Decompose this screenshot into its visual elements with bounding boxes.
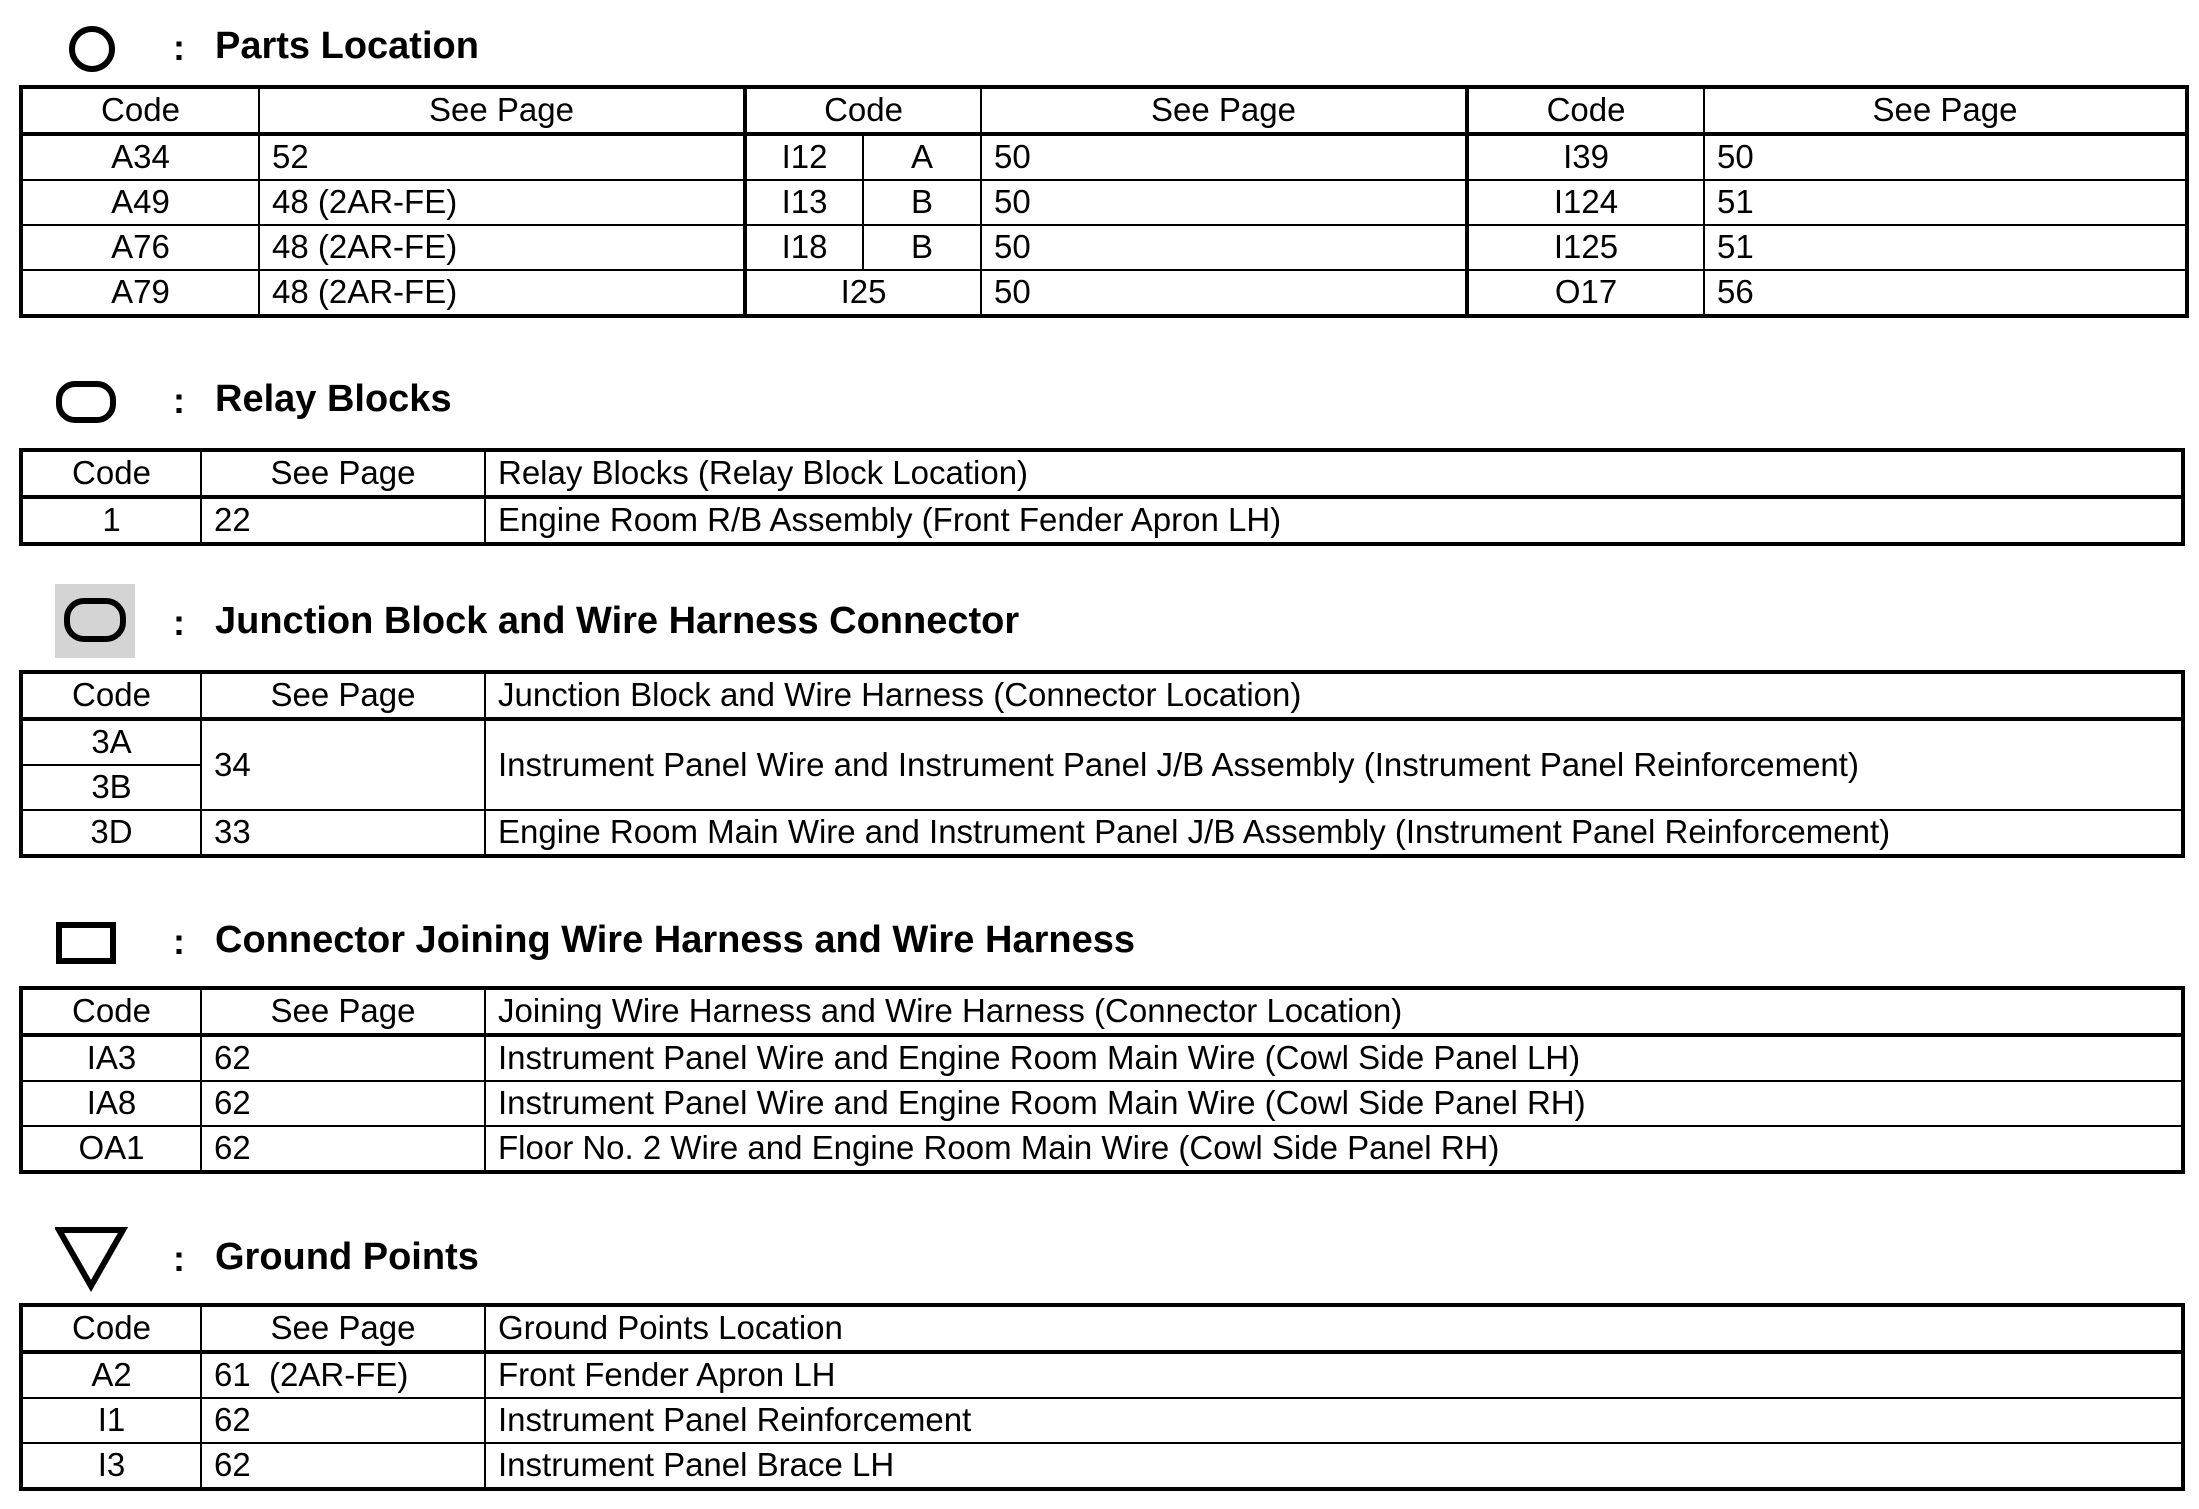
header-code: Code (21, 450, 201, 497)
table-row (21, 810, 2183, 856)
description-cell: Instrument Panel Reinforcement (485, 1398, 2183, 1443)
code-cell: A79 (21, 270, 259, 316)
page-cell: 52 (259, 134, 745, 180)
triangle-down-icon (55, 1220, 135, 1300)
description-cell: Front Fender Apron LH (485, 1352, 2183, 1398)
code-cell: A2 (21, 1352, 201, 1398)
code-cell: I125 (1467, 225, 1704, 270)
code-cell: OA1 (21, 1126, 201, 1172)
page-cell: 62 (201, 1398, 485, 1443)
header-description: Joining Wire Harness and Wire Harness (Connector Location) (485, 988, 2183, 1035)
code-cell: A49 (21, 180, 259, 225)
sub-code-cell: B (863, 180, 981, 225)
parts-location-table (19, 85, 2189, 318)
table-row (21, 134, 2187, 180)
heading-colon: : (173, 1238, 185, 1279)
junction-block-table (19, 670, 2185, 858)
page-cell: 50 (981, 270, 1467, 316)
section-title: Junction Block and Wire Harness Connector (215, 600, 1020, 642)
header-description: Ground Points Location (485, 1305, 2183, 1352)
heading-colon: : (173, 27, 185, 68)
sub-code-cell: B (863, 225, 981, 270)
code-cell: 3D (21, 810, 201, 856)
ground-points-table (19, 1303, 2185, 1491)
code-cell: I25 (745, 270, 981, 316)
header-see-page: See Page (201, 672, 485, 719)
code-cell: I12 (745, 134, 863, 180)
shaded-rounded-rect-icon (55, 584, 135, 664)
relay-blocks-heading (55, 362, 1555, 442)
page-cell: 51 (1704, 180, 2187, 225)
header-see-page: See Page (259, 87, 745, 134)
description-cell: Floor No. 2 Wire and Engine Room Main Wire (Cowl Side Panel RH) (485, 1126, 2183, 1172)
page-cell: 51 (1704, 225, 2187, 270)
table-header-row (21, 988, 2183, 1035)
table-row (21, 225, 2187, 270)
table-row (21, 719, 2183, 765)
page-cell: 22 (201, 497, 485, 544)
description-cell: Engine Room R/B Assembly (Front Fender Apron LH) (485, 497, 2183, 544)
page-cell: 62 (201, 1035, 485, 1081)
header-description: Junction Block and Wire Harness (Connector Location) (485, 672, 2183, 719)
header-code: Code (21, 1305, 201, 1352)
description-cell: Instrument Panel Wire and Instrument Panel J/B Assembly (Instrument Panel Reinforcement) (485, 719, 2183, 810)
ground-points-heading (55, 1220, 1555, 1300)
rectangle-icon (55, 903, 135, 983)
section-title: Relay Blocks (215, 378, 452, 420)
header-description: Relay Blocks (Relay Block Location) (485, 450, 2183, 497)
description-cell: Instrument Panel Brace LH (485, 1443, 2183, 1489)
page-cell: 48 (2AR-FE) (259, 225, 745, 270)
header-see-page: See Page (201, 450, 485, 497)
table-header-row (21, 87, 2187, 134)
description-cell: Engine Room Main Wire and Instrument Panel J/B Assembly (Instrument Panel Reinforcement) (485, 810, 2183, 856)
table-header-row (21, 450, 2183, 497)
page-cell: 50 (981, 134, 1467, 180)
code-cell: I124 (1467, 180, 1704, 225)
header-code: Code (21, 988, 201, 1035)
page-cell: 50 (981, 225, 1467, 270)
header-see-page: See Page (201, 1305, 485, 1352)
code-cell: I39 (1467, 134, 1704, 180)
page-cell: 48 (2AR-FE) (259, 270, 745, 316)
page-cell: 50 (981, 180, 1467, 225)
section-title: Ground Points (215, 1236, 479, 1278)
table-row (21, 497, 2183, 544)
description-cell: Instrument Panel Wire and Engine Room Main Wire (Cowl Side Panel LH) (485, 1035, 2183, 1081)
code-cell: A76 (21, 225, 259, 270)
code-cell: IA8 (21, 1081, 201, 1126)
connector-joining-heading (55, 903, 1555, 983)
table-row (21, 1398, 2183, 1443)
table-row (21, 1035, 2183, 1081)
description-cell: Instrument Panel Wire and Engine Room Main Wire (Cowl Side Panel RH) (485, 1081, 2183, 1126)
parts-location-heading (55, 9, 1555, 89)
table-row (21, 1352, 2183, 1398)
heading-colon: : (173, 602, 185, 643)
table-row (21, 1081, 2183, 1126)
page-cell: 56 (1704, 270, 2187, 316)
relay-blocks-table (19, 448, 2185, 546)
code-cell: I3 (21, 1443, 201, 1489)
section-title: Connector Joining Wire Harness and Wire Harness (215, 919, 1135, 961)
header-see-page: See Page (201, 988, 485, 1035)
heading-colon: : (173, 380, 185, 421)
page-cell: 50 (1704, 134, 2187, 180)
page-cell: 34 (201, 719, 485, 810)
connector-joining-table (19, 986, 2185, 1174)
page-cell: 61 (2AR-FE) (201, 1352, 485, 1398)
circle-icon (55, 9, 135, 89)
code-cell: O17 (1467, 270, 1704, 316)
header-code: Code (21, 672, 201, 719)
header-see-page: See Page (981, 87, 1467, 134)
header-see-page: See Page (1704, 87, 2187, 134)
table-header-row (21, 1305, 2183, 1352)
code-cell: 3A (21, 719, 201, 765)
code-cell: I1 (21, 1398, 201, 1443)
code-cell: 1 (21, 497, 201, 544)
table-row (21, 1126, 2183, 1172)
page-cell: 48 (2AR-FE) (259, 180, 745, 225)
table-row (21, 180, 2187, 225)
table-row (21, 270, 2187, 316)
code-cell: I13 (745, 180, 863, 225)
page-cell: 62 (201, 1126, 485, 1172)
header-code: Code (21, 87, 259, 134)
page-cell: 33 (201, 810, 485, 856)
page-cell: 62 (201, 1443, 485, 1489)
sub-code-cell: A (863, 134, 981, 180)
page-cell: 62 (201, 1081, 485, 1126)
rounded-rect-icon (55, 362, 135, 442)
section-title: Parts Location (215, 25, 479, 67)
code-cell: 3B (21, 765, 201, 810)
header-code: Code (745, 87, 981, 134)
table-header-row (21, 672, 2183, 719)
table-row (21, 1443, 2183, 1489)
code-cell: IA3 (21, 1035, 201, 1081)
code-cell: A34 (21, 134, 259, 180)
code-cell: I18 (745, 225, 863, 270)
junction-block-heading (55, 584, 1555, 664)
header-code: Code (1467, 87, 1704, 134)
heading-colon: : (173, 921, 185, 962)
